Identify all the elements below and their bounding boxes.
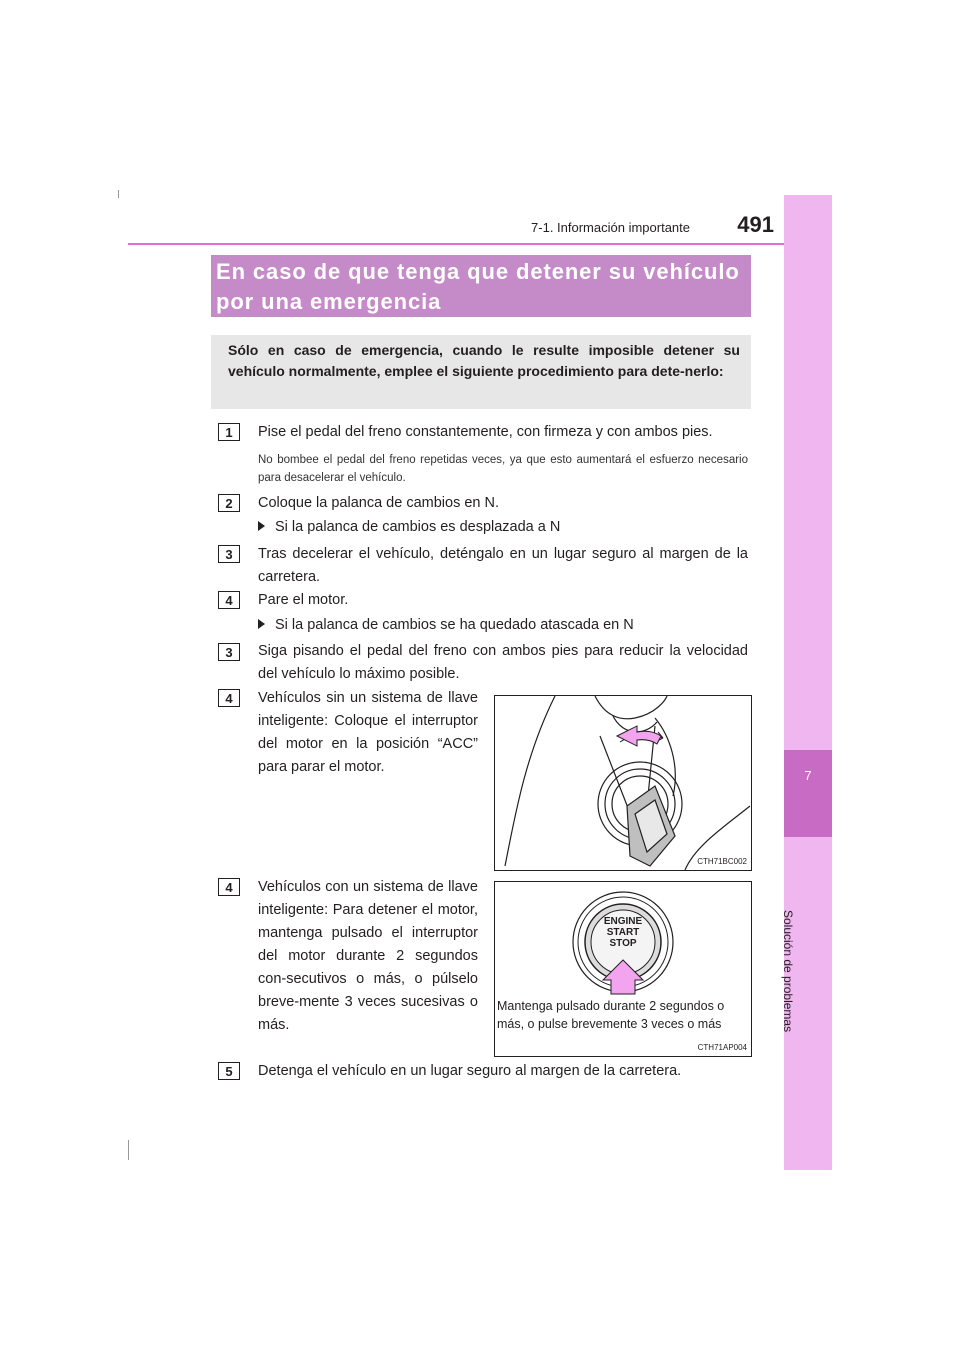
button-label-line: START <box>606 927 640 938</box>
figure-code: CTH71AP004 <box>697 1043 747 1052</box>
intro-text: Sólo en caso de emergencia, cuando le resulte imposible detener su vehículo normalmente, emplee el siguiente procedimiento para dete-nerlo: <box>228 342 740 379</box>
engine-button-label <box>593 916 653 949</box>
crop-mark <box>118 190 119 198</box>
ignition-key-illustration <box>495 696 751 870</box>
button-label-line: ENGINE <box>603 916 643 927</box>
page-title <box>216 257 751 317</box>
step-text: Siga pisando el pedal del freno con ambos pies para reducir la velocidad del vehículo lo máximo posible. <box>258 643 748 682</box>
chapter-label: Solución de problemas <box>781 910 795 1033</box>
ignition-key-figure <box>494 695 752 871</box>
step-text: Pise el pedal del freno constantemente, con firmeza y con ambos pies. <box>258 424 713 440</box>
header-rule <box>128 243 832 245</box>
step-number: 3 <box>218 643 240 661</box>
step-text: Vehículos con un sistema de llave inteligente: Para detener el motor, mantenga pulsado el interruptor del motor durante 2 segundos con-secutivos o más, o púlselo breve-mente 3 veces sucesivas o más. <box>258 879 478 1033</box>
page-number: 491 <box>737 212 774 237</box>
bullet-text: Si la palanca de cambios es desplazada a N <box>275 519 561 535</box>
title-line-1: En caso de que tenga que detener su vehículo <box>216 259 740 284</box>
step-text: Pare el motor. <box>258 592 349 608</box>
figure-code: CTH71BC002 <box>697 857 747 866</box>
step-number: 4 <box>218 878 240 896</box>
crop-mark <box>128 1140 129 1160</box>
title-line-2: por una emergencia <box>216 289 442 314</box>
step-number: 2 <box>218 494 240 512</box>
step-number: 3 <box>218 545 240 563</box>
step-text: Vehículos sin un sistema de llave inteligente: Coloque el interruptor del motor en la posición “ACC” para parar el motor. <box>258 690 478 775</box>
figure-caption: Mantenga pulsado durante 2 segundos o más, o pulse brevemente 3 veces o más <box>497 999 725 1031</box>
bullet-item <box>258 516 560 538</box>
step-text: Detenga el vehículo en un lugar seguro al margen de la carretera. <box>258 1063 682 1079</box>
step-text: Tras decelerar el vehículo, deténgalo en un lugar seguro al margen de la carretera. <box>258 546 748 585</box>
bullet-item <box>258 614 634 636</box>
triangle-bullet-icon <box>258 521 265 531</box>
chapter-number-box <box>784 750 832 837</box>
chapter-number: 7 <box>804 768 812 783</box>
step-text: Coloque la palanca de cambios en N. <box>258 495 500 511</box>
note-text: No bombee el pedal del freno repetidas veces, ya que esto aumentará el esfuerzo necesario para desacelerar el vehículo. <box>258 454 748 484</box>
step-number: 1 <box>218 423 240 441</box>
step-number: 4 <box>218 689 240 707</box>
bullet-text: Si la palanca de cambios se ha quedado atascada en N <box>275 617 634 633</box>
triangle-bullet-icon <box>258 619 265 629</box>
section-title: 7-1. Información importante <box>531 220 690 235</box>
step-number: 4 <box>218 591 240 609</box>
step-number: 5 <box>218 1062 240 1080</box>
button-label-line: STOP <box>609 938 637 949</box>
